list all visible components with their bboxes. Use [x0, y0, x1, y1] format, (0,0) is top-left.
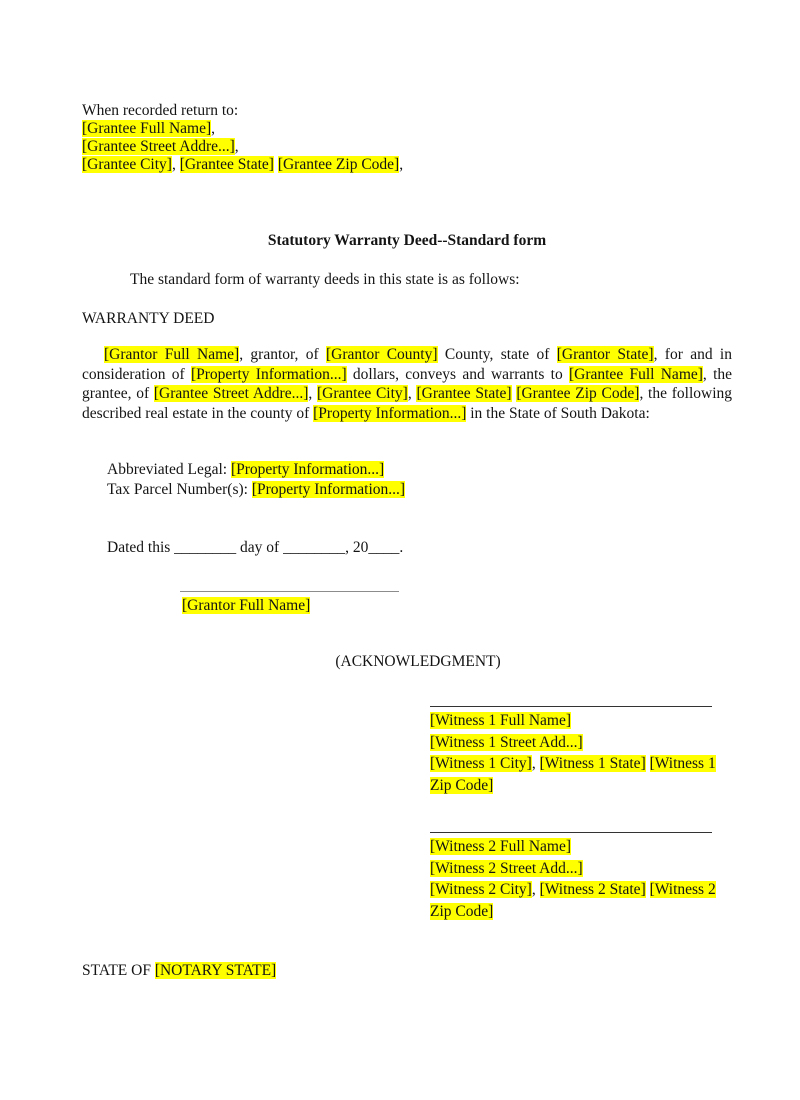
property-information-field[interactable]: [Property Information...] — [251, 481, 406, 498]
text-run: , — [407, 385, 417, 402]
text-run: in the State of South Dakota: — [466, 404, 650, 422]
grantee-city-field[interactable]: [Grantee City] — [82, 156, 172, 173]
text-run: , — [171, 156, 180, 173]
grantee-street-address-field[interactable]: [Grantee Street Addre...] — [82, 138, 235, 155]
grantor-signature-name — [182, 596, 310, 615]
witness-2-city-field[interactable]: [Witness 2 City] — [430, 881, 532, 898]
abbreviated-legal-line — [107, 460, 405, 480]
text-run: , for and in consideration of — [82, 346, 732, 383]
tax-parcel-line — [107, 480, 405, 500]
text-run: , the grantee, of — [82, 365, 733, 402]
grantor-county-field[interactable]: [Grantor County] — [326, 346, 438, 363]
text-run: dollars, conveys and warrants to — [346, 365, 569, 383]
deed-body-paragraph — [82, 345, 732, 423]
grantee-city-field[interactable]: [Grantee City] — [317, 385, 408, 402]
grantor-full-name-field[interactable]: [Grantor Full Name] — [182, 597, 311, 614]
grantor-state-field[interactable]: [Grantor State] — [556, 346, 654, 363]
witness-2-state-field[interactable]: [Witness 2 State] — [539, 881, 646, 898]
witness-2-signature-rule — [430, 832, 712, 833]
text-run: , the following described real estate in the county of — [82, 385, 733, 422]
return-address-line — [82, 138, 403, 156]
text-run: , — [531, 755, 540, 772]
property-information-field[interactable]: [Property Information...] — [190, 365, 347, 383]
witness-1-signature-rule — [430, 706, 712, 707]
text-run: , — [399, 156, 404, 173]
witness-2-street-line — [430, 858, 734, 880]
property-information-field[interactable]: [Property Information...] — [230, 461, 385, 478]
grantor-full-name-field[interactable]: [Grantor Full Name] — [104, 346, 240, 363]
witness-1-state-field[interactable]: [Witness 1 State] — [539, 755, 646, 772]
text-run: STATE OF — [82, 962, 155, 979]
text-run: , grantor, of — [239, 346, 327, 363]
grantee-state-field[interactable]: [Grantee State] — [179, 156, 274, 173]
witness-1-street-line — [430, 732, 734, 754]
grantee-state-field[interactable]: [Grantee State] — [416, 385, 512, 402]
legal-description-block — [107, 460, 405, 500]
grantee-street-address-field[interactable]: [Grantee Street Addre...] — [153, 385, 309, 402]
text-run: , — [211, 120, 215, 137]
witness-2-city-state-zip-line — [430, 879, 734, 922]
notary-state-field[interactable]: [NOTARY STATE] — [154, 962, 277, 979]
warranty-deed-heading: WARRANTY DEED — [82, 310, 215, 327]
witness-1-name-line — [430, 710, 734, 732]
text-run: , — [234, 138, 239, 155]
text-run: Tax Parcel Number(s): — [107, 481, 252, 498]
witness-1-block — [430, 706, 734, 796]
witness-2-full-name-field[interactable]: [Witness 2 Full Name] — [430, 838, 572, 855]
witness-1-full-name-field[interactable]: [Witness 1 Full Name] — [430, 712, 572, 729]
text-run: , — [531, 881, 540, 898]
grantee-zip-code-field[interactable]: [Grantee Zip Code] — [277, 156, 400, 173]
intro-sentence: The standard form of warranty deeds in this state is as follows: — [130, 271, 520, 288]
return-address-line — [82, 156, 403, 174]
return-address-line — [82, 102, 403, 120]
text-run: , — [308, 385, 318, 402]
text-run: County, state of — [437, 346, 557, 363]
witness-2-block — [430, 832, 734, 922]
notary-state-line — [82, 961, 276, 980]
witness-1-street-address-field[interactable]: [Witness 1 Street Add...] — [430, 733, 583, 751]
witness-1-zip-code-field[interactable]: [Witness 1 Zip Code] — [430, 755, 716, 794]
property-information-field[interactable]: [Property Information...] — [313, 404, 467, 422]
text-run: When recorded return to: — [82, 102, 239, 119]
witness-2-zip-code-field[interactable]: [Witness 2 Zip Code] — [430, 881, 716, 920]
grantor-signature-rule — [180, 591, 399, 592]
grantee-zip-code-field[interactable]: [Grantee Zip Code] — [516, 385, 640, 402]
grantee-full-name-field[interactable]: [Grantee Full Name] — [568, 365, 703, 383]
witness-1-city-field[interactable]: [Witness 1 City] — [430, 755, 532, 772]
return-address-block — [82, 102, 403, 174]
witness-2-street-address-field[interactable]: [Witness 2 Street Add...] — [430, 859, 583, 877]
document-title: Statutory Warranty Deed--Standard form — [267, 232, 547, 249]
witness-2-name-line — [430, 836, 734, 858]
witness-1-city-state-zip-line — [430, 753, 734, 796]
acknowledgment-heading: (ACKNOWLEDGMENT) — [335, 653, 501, 670]
grantee-full-name-field[interactable]: [Grantee Full Name] — [82, 120, 212, 137]
dated-line: Dated this ________ day of ________, 20____. — [107, 539, 404, 556]
return-address-line — [82, 120, 403, 138]
text-run: Abbreviated Legal: — [107, 461, 231, 478]
